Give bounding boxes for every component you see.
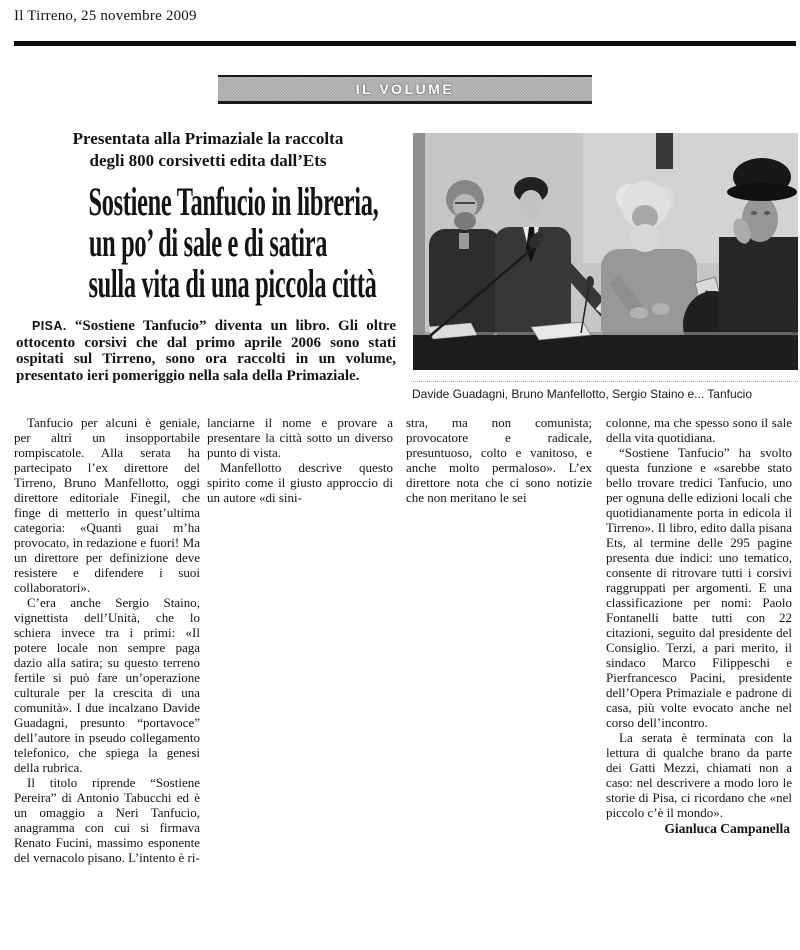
masthead-rule xyxy=(14,41,796,46)
section-banner-label: IL VOLUME xyxy=(355,81,455,97)
caption-rule xyxy=(411,381,798,382)
photo-caption: Davide Guadagni, Bruno Manfellotto, Sergio Staino e... Tanfucio xyxy=(412,387,752,401)
headline-line: un po’ di sale e di satira xyxy=(88,220,328,265)
wall-object xyxy=(656,133,673,169)
body-column-4 xyxy=(606,415,792,836)
headline-line: sulla vita di una piccola città xyxy=(88,261,377,306)
body-column-3 xyxy=(406,415,592,505)
event-photo-illustration xyxy=(413,133,798,370)
body-paragraph: Manfellotto descrive questo spirito come il giusto approccio di un autore «di sini- xyxy=(207,460,393,505)
byline: Gianluca Campanella xyxy=(664,821,790,836)
body-paragraph: “Sostiene Tanfucio” ha svolto questa funzione e «sarebbe stato bello trovare tredici Tanfucio, uno per ognuna delle edizioni locali che quotidianamente porta in edicola il Tirreno». Il libro, edito dalla pisana Ets, al termine delle 295 pagine presenta due indici: uno tematico, consente di ritrovare tutti i corsivi raggruppati per argomenti. E una classificazione per nomi: Paolo Fontanelli batte tutti con 22 citazioni, seguito dal presidente del Consiglio. Terzi, a pari merito, il sindaco Marco Filippeschi e Pierfrancesco Pacini, presidente dell’Opera Primaziale e padrone di casa, più volte evocato anche nel corso dell’incontro. xyxy=(606,445,792,730)
lead-text: “Sostiene Tanfucio” diventa un libro. Gli oltre ottocento corsivi che dal primo aprile 2006 sono stati ospitati sul Tirreno, sono ora raccolti in un volume, presentato ieri pomeriggio nella sala della Primaziale. xyxy=(16,318,397,384)
body-column-1 xyxy=(14,415,200,865)
masthead-date: Il Tirreno, 25 novembre 2009 xyxy=(14,8,197,24)
body-paragraph: lanciarne il nome e provare a presentare la città sotto un diverso punto di vista. xyxy=(207,415,393,460)
dateline: PISA. xyxy=(32,319,67,333)
table xyxy=(413,335,798,370)
article-headline xyxy=(12,181,404,304)
kicker-line: degli 800 corsivetti edita dall’Ets xyxy=(89,151,327,170)
body-paragraph: colonne, ma che spesso sono il sale della vita quotidiana. xyxy=(606,415,792,445)
body-paragraph: Il titolo riprende “Sostiene Pereira” di Antonio Tabucchi ed è un omaggio a Neri Tanfucio, anagramma con cui si firmava Renato Fucini, massimo esponente del vernacolo pisano. L’intento è ri- xyxy=(14,775,200,865)
section-banner xyxy=(218,75,592,104)
body-paragraph: Tanfucio per alcuni è geniale, per altri un insopportabile rompiscatole. Alla serata ha partecipato l’ex direttore del Tirreno, Bruno Manfellotto, oggi direttore editoriale Finegil, che finge di metterlo in quest’ultima categoria: «Quanti guai m’ha provocato, in redazione e fuori! Ma un direttore per definizione deve resistere e difendere i suoi collaboratori». xyxy=(14,415,200,595)
lead-paragraph xyxy=(16,318,396,384)
kicker xyxy=(14,128,402,172)
kicker-line: Presentata alla Primaziale la raccolta xyxy=(72,129,344,148)
body-paragraph: C’era anche Sergio Staino, vignettista dell’Unità, che lo schiera invece tra i primi: «Il potere locale non sempre paga dazio alla satira; su questo terreno fertile si può fare un’operazione culturale per la crescita di una comunità». I due incalzano Davide Guadagni, presunto “portavoce” dell’autore in pseudo collegamento telefonico, che spiega la genesi della rubrica. xyxy=(14,595,200,775)
microphone-2 xyxy=(586,276,594,288)
body-column-2 xyxy=(207,415,393,505)
photo-credit: FABIO MUZZI - 2009 xyxy=(792,291,799,366)
event-photo xyxy=(413,133,798,370)
headline-line: Sostiene Tanfucio in libreria, xyxy=(88,179,379,224)
body-paragraph: La serata è terminata con la lettura di qualche brano da parte dei Gatti Mezzi, chiamati non a caso: nel descrivere a modo loro le storie di Pisa, ci ricordano che «nel piccolo c’è il mondo». xyxy=(606,730,792,820)
body-paragraph: stra, ma non comunista; provocatore e radicale, presuntuoso, colto e vanitoso, e anche molto permaloso». L’ex direttore nota che ci sono notizie che non meritano le sei xyxy=(406,415,592,505)
